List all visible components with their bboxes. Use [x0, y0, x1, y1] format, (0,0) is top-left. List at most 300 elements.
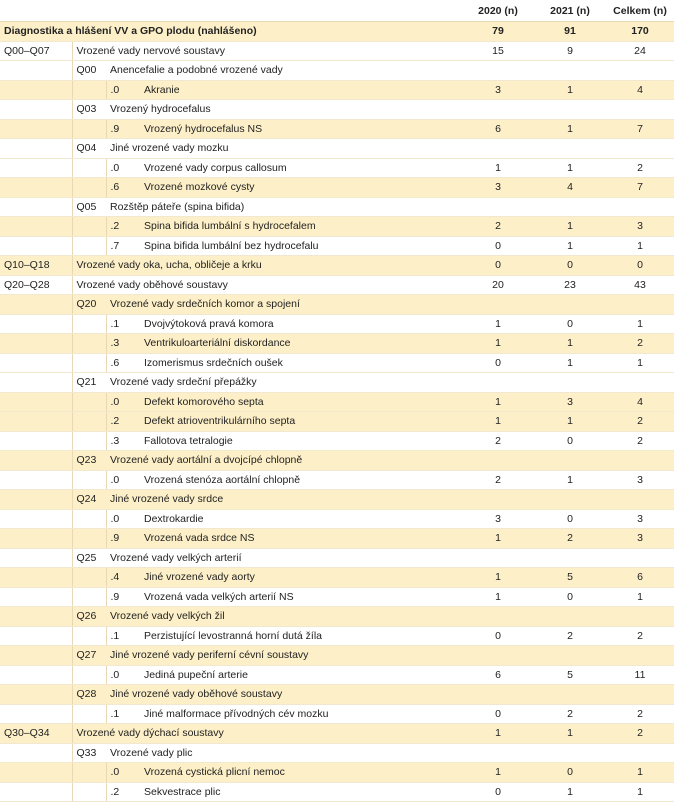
row-label: Perzistující levostranná horní dutá žíla — [140, 626, 462, 646]
column-header-row — [0, 0, 674, 22]
value-2020 — [462, 100, 534, 120]
indent-cell — [0, 412, 72, 432]
value-total — [606, 607, 674, 627]
indent-cell — [0, 197, 72, 217]
value-2020: 2 — [462, 217, 534, 237]
row-label: Vrozená vada velkých arterií NS — [140, 587, 462, 607]
summary-value-total: 170 — [606, 22, 674, 42]
value-2020: 0 — [462, 236, 534, 256]
row-code: Q24 — [72, 490, 106, 510]
table-row — [0, 100, 674, 120]
value-2020: 1 — [462, 412, 534, 432]
value-2020: 0 — [462, 704, 534, 724]
table-row — [0, 119, 674, 139]
table-row — [0, 256, 674, 276]
row-code: .1 — [106, 314, 140, 334]
value-2021: 2 — [534, 529, 606, 549]
indent-cell — [72, 568, 106, 588]
value-2021: 1 — [534, 470, 606, 490]
value-2021: 1 — [534, 158, 606, 178]
row-label: Sekvestrace plic — [140, 782, 462, 802]
value-total: 3 — [606, 529, 674, 549]
value-2021: 0 — [534, 763, 606, 783]
row-code: Q00 — [72, 61, 106, 81]
row-label: Dextrokardie — [140, 509, 462, 529]
table-row — [0, 626, 674, 646]
indent-cell — [0, 568, 72, 588]
table-row — [0, 80, 674, 100]
indent-cell — [0, 587, 72, 607]
value-total — [606, 197, 674, 217]
value-2020 — [462, 61, 534, 81]
value-total — [606, 548, 674, 568]
table-row — [0, 353, 674, 373]
table-row — [0, 587, 674, 607]
row-code: Q28 — [72, 685, 106, 705]
value-2021: 0 — [534, 587, 606, 607]
value-total — [606, 139, 674, 159]
value-2020 — [462, 295, 534, 315]
indent-cell — [0, 119, 72, 139]
indent-cell — [72, 217, 106, 237]
row-label: Vrozené vady srdečních komor a spojení — [106, 295, 462, 315]
value-total: 43 — [606, 275, 674, 295]
indent-cell — [0, 743, 72, 763]
indent-cell — [72, 587, 106, 607]
indent-cell — [72, 178, 106, 198]
row-label: Vrozená vada srdce NS — [140, 529, 462, 549]
col-header-total: Celkem (n) — [606, 0, 674, 22]
value-2021 — [534, 139, 606, 159]
value-total: 1 — [606, 314, 674, 334]
row-code: .0 — [106, 158, 140, 178]
value-total: 7 — [606, 119, 674, 139]
value-total: 2 — [606, 724, 674, 744]
indent-cell — [0, 782, 72, 802]
value-2021 — [534, 490, 606, 510]
value-total: 1 — [606, 587, 674, 607]
row-label: Vrozená cystická plicní nemoc — [140, 763, 462, 783]
summary-value-2021: 91 — [534, 22, 606, 42]
row-code: .4 — [106, 568, 140, 588]
value-2020: 1 — [462, 587, 534, 607]
row-label: Vrozené vady dýchací soustavy — [72, 724, 462, 744]
indent-cell — [0, 607, 72, 627]
row-label: Dvojvýtoková pravá komora — [140, 314, 462, 334]
row-label: Rozštěp páteře (spina bifida) — [106, 197, 462, 217]
indent-cell — [0, 217, 72, 237]
value-2020: 0 — [462, 626, 534, 646]
value-2021: 2 — [534, 704, 606, 724]
row-code: Q04 — [72, 139, 106, 159]
value-total: 4 — [606, 80, 674, 100]
value-total: 3 — [606, 509, 674, 529]
row-code: .3 — [106, 334, 140, 354]
row-label: Vrozené vady oběhové soustavy — [72, 275, 462, 295]
value-total: 3 — [606, 470, 674, 490]
row-label: Defekt atrioventrikulárního septa — [140, 412, 462, 432]
value-2021: 23 — [534, 275, 606, 295]
table-row — [0, 529, 674, 549]
value-2021 — [534, 548, 606, 568]
row-label: Vrozené vady velkých žil — [106, 607, 462, 627]
value-2021: 1 — [534, 412, 606, 432]
indent-cell — [0, 704, 72, 724]
table-row — [0, 646, 674, 666]
table-body — [0, 22, 674, 802]
value-2021 — [534, 61, 606, 81]
value-2020: 1 — [462, 314, 534, 334]
row-code: .0 — [106, 665, 140, 685]
row-label: Vrozené vady aortální a dvojcípé chlopně — [106, 451, 462, 471]
row-label: Vrozený hydrocefalus NS — [140, 119, 462, 139]
row-code: Q03 — [72, 100, 106, 120]
value-2021: 1 — [534, 782, 606, 802]
value-2021: 1 — [534, 119, 606, 139]
indent-cell — [72, 119, 106, 139]
row-label: Vrozená stenóza aortální chlopně — [140, 470, 462, 490]
row-label: Jiné vrozené vady oběhové soustavy — [106, 685, 462, 705]
indent-cell — [0, 334, 72, 354]
table-row — [0, 236, 674, 256]
indent-cell — [72, 353, 106, 373]
row-label: Akranie — [140, 80, 462, 100]
value-total — [606, 373, 674, 393]
indent-cell — [0, 80, 72, 100]
row-code: .0 — [106, 470, 140, 490]
value-2020 — [462, 139, 534, 159]
row-code: .3 — [106, 431, 140, 451]
value-2020 — [462, 685, 534, 705]
indent-cell — [0, 451, 72, 471]
row-code: Q20 — [72, 295, 106, 315]
value-2021 — [534, 295, 606, 315]
indent-cell — [0, 763, 72, 783]
indent-cell — [72, 763, 106, 783]
indent-cell — [72, 704, 106, 724]
row-label: Jiné vrozené vady periferní cévní soustavy — [106, 646, 462, 666]
value-total: 1 — [606, 782, 674, 802]
value-total — [606, 490, 674, 510]
indent-cell — [0, 431, 72, 451]
indent-cell — [0, 490, 72, 510]
value-total: 2 — [606, 704, 674, 724]
value-total — [606, 646, 674, 666]
value-2021 — [534, 743, 606, 763]
row-code: .0 — [106, 763, 140, 783]
value-2020 — [462, 743, 534, 763]
indent-cell — [72, 412, 106, 432]
value-2020 — [462, 490, 534, 510]
value-2021: 0 — [534, 431, 606, 451]
value-2020: 2 — [462, 470, 534, 490]
table-row — [0, 431, 674, 451]
summary-row — [0, 22, 674, 42]
row-code: .9 — [106, 587, 140, 607]
row-label: Anencefalie a podobné vrozené vady — [106, 61, 462, 81]
value-total: 2 — [606, 626, 674, 646]
row-code: Q00–Q07 — [0, 41, 72, 61]
row-code: .1 — [106, 704, 140, 724]
row-code: Q25 — [72, 548, 106, 568]
value-total — [606, 451, 674, 471]
value-2020: 1 — [462, 392, 534, 412]
table-row — [0, 334, 674, 354]
value-2020 — [462, 646, 534, 666]
indent-cell — [0, 236, 72, 256]
value-total: 2 — [606, 158, 674, 178]
indent-cell — [72, 392, 106, 412]
indent-cell — [0, 470, 72, 490]
summary-value-2020: 79 — [462, 22, 534, 42]
value-total: 24 — [606, 41, 674, 61]
value-2020: 1 — [462, 763, 534, 783]
indent-cell — [72, 236, 106, 256]
table-row — [0, 392, 674, 412]
indent-cell — [0, 178, 72, 198]
value-2021 — [534, 646, 606, 666]
value-total: 1 — [606, 353, 674, 373]
row-label: Spina bifida lumbální bez hydrocefalu — [140, 236, 462, 256]
value-2020: 1 — [462, 568, 534, 588]
value-2021: 1 — [534, 353, 606, 373]
value-2021: 1 — [534, 236, 606, 256]
value-2021 — [534, 197, 606, 217]
table-row — [0, 275, 674, 295]
value-total — [606, 100, 674, 120]
table-row — [0, 470, 674, 490]
value-2020: 15 — [462, 41, 534, 61]
indent-cell — [72, 665, 106, 685]
summary-label: Diagnostika a hlášení VV a GPO plodu (nahlášeno) — [0, 22, 462, 42]
value-2021 — [534, 100, 606, 120]
table-row — [0, 61, 674, 81]
table-row — [0, 490, 674, 510]
value-total: 11 — [606, 665, 674, 685]
value-2020: 0 — [462, 353, 534, 373]
value-2021 — [534, 685, 606, 705]
value-total: 1 — [606, 236, 674, 256]
value-2020 — [462, 548, 534, 568]
table-row — [0, 665, 674, 685]
indent-cell — [0, 529, 72, 549]
indent-cell — [72, 314, 106, 334]
value-2021: 1 — [534, 724, 606, 744]
indent-cell — [0, 626, 72, 646]
row-code: Q26 — [72, 607, 106, 627]
table-row — [0, 412, 674, 432]
indent-cell — [0, 100, 72, 120]
table-row — [0, 139, 674, 159]
indent-cell — [72, 80, 106, 100]
header-spacer — [0, 0, 462, 22]
value-2020: 2 — [462, 431, 534, 451]
value-2021 — [534, 451, 606, 471]
value-total: 1 — [606, 763, 674, 783]
indent-cell — [72, 529, 106, 549]
table-row — [0, 607, 674, 627]
row-code: .1 — [106, 626, 140, 646]
value-total: 3 — [606, 217, 674, 237]
value-2021: 5 — [534, 568, 606, 588]
row-code: Q05 — [72, 197, 106, 217]
value-2020 — [462, 373, 534, 393]
row-code: Q10–Q18 — [0, 256, 72, 276]
row-label: Vrozené vady corpus callosum — [140, 158, 462, 178]
value-2021 — [534, 607, 606, 627]
row-label: Jiné vrozené vady aorty — [140, 568, 462, 588]
table-row — [0, 158, 674, 178]
value-total: 6 — [606, 568, 674, 588]
value-2021: 5 — [534, 665, 606, 685]
value-2020: 1 — [462, 158, 534, 178]
table-row — [0, 314, 674, 334]
indent-cell — [72, 334, 106, 354]
row-label: Vrozené mozkové cysty — [140, 178, 462, 198]
indent-cell — [0, 646, 72, 666]
table-row — [0, 509, 674, 529]
indent-cell — [0, 392, 72, 412]
value-2021: 3 — [534, 392, 606, 412]
value-total: 2 — [606, 334, 674, 354]
indent-cell — [0, 139, 72, 159]
row-label: Jiné vrozené vady srdce — [106, 490, 462, 510]
indent-cell — [72, 509, 106, 529]
row-code: .0 — [106, 80, 140, 100]
value-2021: 9 — [534, 41, 606, 61]
value-2021: 2 — [534, 626, 606, 646]
value-2020: 1 — [462, 334, 534, 354]
col-header-2021: 2021 (n) — [534, 0, 606, 22]
table-row — [0, 685, 674, 705]
indent-cell — [0, 314, 72, 334]
table-row — [0, 295, 674, 315]
value-total: 7 — [606, 178, 674, 198]
value-2020 — [462, 197, 534, 217]
row-label: Vrozené vady srdeční přepážky — [106, 373, 462, 393]
row-code: Q27 — [72, 646, 106, 666]
value-2021: 1 — [534, 334, 606, 354]
indent-cell — [72, 470, 106, 490]
value-total: 0 — [606, 256, 674, 276]
value-2020: 3 — [462, 178, 534, 198]
value-2021 — [534, 373, 606, 393]
table-row — [0, 743, 674, 763]
row-label: Jiné malformace přívodných cév mozku — [140, 704, 462, 724]
table-row — [0, 451, 674, 471]
indent-cell — [0, 373, 72, 393]
row-label: Vrozené vady plic — [106, 743, 462, 763]
row-label: Jediná pupeční arterie — [140, 665, 462, 685]
indent-cell — [0, 61, 72, 81]
row-label: Vrozené vady nervové soustavy — [72, 41, 462, 61]
value-total — [606, 685, 674, 705]
row-code: Q20–Q28 — [0, 275, 72, 295]
row-label: Vrozené vady velkých arterií — [106, 548, 462, 568]
table-row — [0, 197, 674, 217]
value-2021: 4 — [534, 178, 606, 198]
value-2020: 0 — [462, 782, 534, 802]
value-total — [606, 295, 674, 315]
row-code: .2 — [106, 412, 140, 432]
col-header-2020: 2020 (n) — [462, 0, 534, 22]
indent-cell — [72, 158, 106, 178]
table-row — [0, 548, 674, 568]
row-label: Defekt komorového septa — [140, 392, 462, 412]
value-total — [606, 61, 674, 81]
row-code: .9 — [106, 529, 140, 549]
value-2020: 20 — [462, 275, 534, 295]
row-label: Ventrikuloarteriální diskordance — [140, 334, 462, 354]
indent-cell — [0, 509, 72, 529]
row-code: .2 — [106, 782, 140, 802]
indent-cell — [0, 548, 72, 568]
value-2020: 1 — [462, 724, 534, 744]
row-code: Q23 — [72, 451, 106, 471]
row-label: Izomerismus srdečních oušek — [140, 353, 462, 373]
table-row — [0, 724, 674, 744]
row-label: Spina bifida lumbální s hydrocefalem — [140, 217, 462, 237]
indent-cell — [0, 353, 72, 373]
table-row — [0, 782, 674, 802]
row-code: .0 — [106, 509, 140, 529]
value-total: 2 — [606, 431, 674, 451]
table-row — [0, 704, 674, 724]
indent-cell — [72, 782, 106, 802]
table-row — [0, 217, 674, 237]
table-row — [0, 568, 674, 588]
value-total: 2 — [606, 412, 674, 432]
value-total — [606, 743, 674, 763]
row-code: .6 — [106, 353, 140, 373]
indent-cell — [0, 158, 72, 178]
table-row — [0, 763, 674, 783]
row-label: Fallotova tetralogie — [140, 431, 462, 451]
value-2020: 6 — [462, 665, 534, 685]
value-2021: 1 — [534, 80, 606, 100]
indent-cell — [72, 626, 106, 646]
table-row — [0, 178, 674, 198]
row-label: Vrozené vady oka, ucha, obličeje a krku — [72, 256, 462, 276]
row-label: Vrozený hydrocefalus — [106, 100, 462, 120]
value-2021: 1 — [534, 217, 606, 237]
value-2020: 0 — [462, 256, 534, 276]
value-2020 — [462, 607, 534, 627]
value-total: 4 — [606, 392, 674, 412]
row-code: .7 — [106, 236, 140, 256]
row-code: Q33 — [72, 743, 106, 763]
row-label: Jiné vrozené vady mozku — [106, 139, 462, 159]
row-code: Q30–Q34 — [0, 724, 72, 744]
value-2021: 0 — [534, 256, 606, 276]
value-2021: 0 — [534, 314, 606, 334]
table-row — [0, 41, 674, 61]
row-code: .0 — [106, 392, 140, 412]
indent-cell — [0, 685, 72, 705]
value-2021: 0 — [534, 509, 606, 529]
value-2020: 6 — [462, 119, 534, 139]
indent-cell — [0, 665, 72, 685]
indent-cell — [0, 295, 72, 315]
value-2020: 1 — [462, 529, 534, 549]
table-row — [0, 373, 674, 393]
row-code: Q21 — [72, 373, 106, 393]
indent-cell — [72, 431, 106, 451]
value-2020 — [462, 451, 534, 471]
row-code: .9 — [106, 119, 140, 139]
value-2020: 3 — [462, 80, 534, 100]
row-code: .6 — [106, 178, 140, 198]
